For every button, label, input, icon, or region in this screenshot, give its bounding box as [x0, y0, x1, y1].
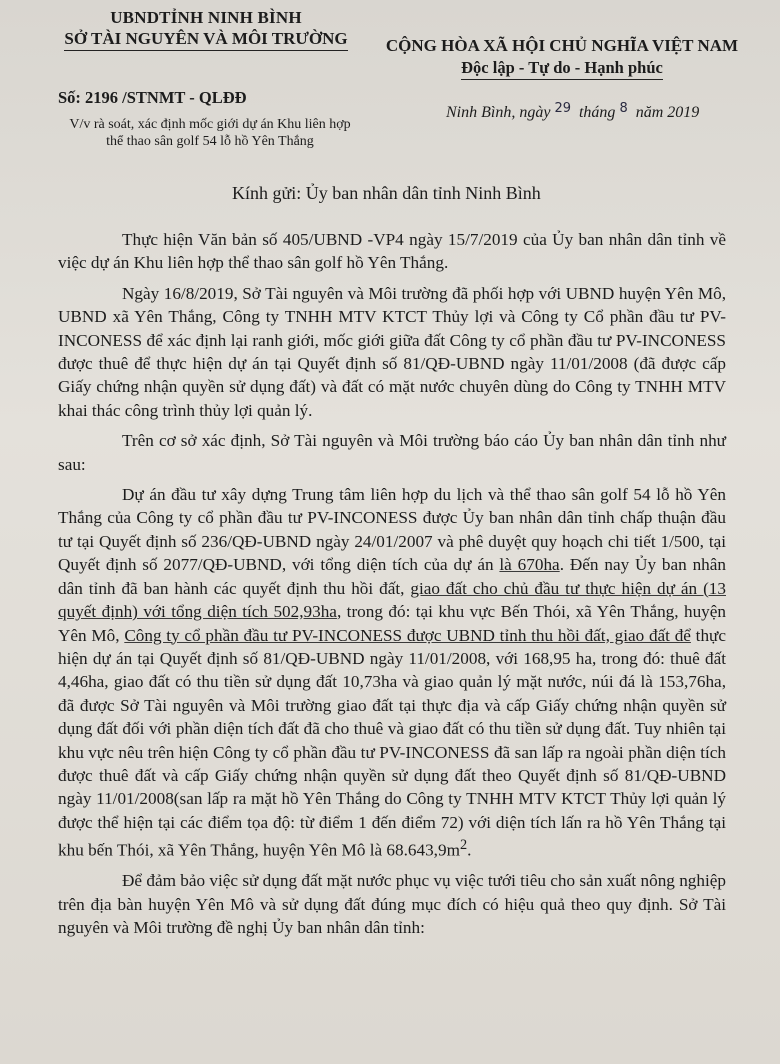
underlined-area-670ha: là 670ha [499, 555, 560, 575]
text-segment: . Đến nay Ủy ban nhân dân tỉnh đã ban hành các quyết định thu hồi đất, [58, 555, 726, 598]
superscript-2: 2 [459, 837, 468, 854]
national-header [372, 36, 752, 80]
text-segment: thực hiện dự án tại Quyết định số 81/QĐ-UBND ngày 11/01/2008, với 168,95 ha, trong đó: thuê đất 4,46ha, giao đất có thu tiền sử dụng đất 10,73ha và giao quản lý mặt nước, núi đá là 153,76ha, đã được Sở Tài nguyên và Môi trường giao đất tại thực địa và cấp Giấy chứng nhận quyền sử dụng đất đối với phần diện tích đất đã cho thuê và giao đất có thu tiền sử dụng đất. Tuy nhiên tại khu vực nêu trên hiện Công ty cổ phần đầu tư PV-INCONESS đã san lấp ra ngoài phần diện tích được thuê đất và cấp Giấy chứng nhận quyền sử dụng đất theo Quyết định số 81/QĐ-UBND ngày 11/01/2008(san lấp ra mặt hồ Yên Thắng do Công ty TNHH MTV KTCT Thủy lợi quản lý được thể hiện tại các điểm tọa độ: từ điểm 1 đến điểm 72) với diện tích lấn ra hồ Yên Thắng tại khu bến Thói, xã Yên Thắng, huyện Yên Mô là 68.643,9m [58, 625, 726, 860]
place-and-date [446, 101, 700, 122]
handwritten-day: 29 [554, 101, 571, 116]
handwritten-month: 8 [619, 101, 628, 116]
month-label: tháng [578, 104, 616, 121]
underlined-company: Công ty cổ phần đầu tư PV-INCONESS được UBND tỉnh thu hồi đất, giao đất để [124, 625, 691, 645]
place: Ninh Bình, ngày [446, 104, 551, 121]
paragraph-report-intro: Trên cơ sở xác định, Sở Tài nguyên và Môi trường báo cáo Ủy ban nhân dân tỉnh như sau: [58, 431, 726, 474]
paragraph-proposal: Để đảm bảo việc sử dụng đất mặt nước phục vụ việc tưới tiêu cho sản xuất nông nghiệp trên địa bàn huyện Yên Mô và sử dụng đất đúng mục đích có hiệu quả theo quy định. Sở Tài nguyên và Môi trường đề nghị Ủy ban nhân dân tỉnh: [58, 871, 726, 938]
subject-line-1: V/v rà soát, xác định mốc giới dự án Khu liên hợp [69, 117, 351, 132]
text-segment: , trong đó: tại khu vực Bến Thói, xã Yên Thắng, huyện Yên Mô, [58, 602, 726, 645]
document-subject [30, 116, 390, 150]
document-number: Số: 2196 /STNMT - QLĐĐ [58, 88, 247, 107]
underlined-allocation: giao đất cho chủ đầu tư thực hiện dự án (13 quyết định) với tổng diện tích 502,93ha [58, 578, 726, 622]
national-motto: Độc lập - Tự do - Hạnh phúc [461, 58, 663, 80]
paragraph-reference: Thực hiện Văn bản số 405/UBND -VP4 ngày 15/7/2019 của Ủy ban nhân dân tỉnh về việc dự án Khu liên hợp thể thao sân golf hồ Yên Thắng. [58, 230, 726, 273]
province-committee: UBNDTỈNH NINH BÌNH [110, 8, 302, 27]
issuing-authority [46, 8, 366, 51]
document-body [58, 228, 726, 947]
department-name: SỞ TÀI NGUYÊN VÀ MÔI TRƯỜNG [64, 29, 347, 51]
paragraph-project-details [58, 483, 726, 862]
recipient-line: Kính gửi: Ủy ban nhân dân tỉnh Ninh Bình [232, 183, 541, 203]
country-name: CỘNG HÒA XÃ HỘI CHỦ NGHĨA VIỆT NAM [385, 36, 739, 55]
year-label: năm 2019 [635, 104, 700, 121]
paragraph-coordination: Ngày 16/8/2019, Sở Tài nguyên và Môi trường đã phối hợp với UBND huyện Yên Mô, UBND xã Yên Thắng, Công ty TNHH MTV KTCT Thủy lợi và Công ty Cổ phần đầu tư PV-INCONESS để xác định lại ranh giới, mốc giới giữa đất Công ty cổ phần đầu tư PV-INCONESS được thuê để thực hiện dự án tại Quyết định số 81/QĐ-UBND ngày 11/01/2008 (đã được cấp Giấy chứng nhận quyền sử dụng đất) và đất có mặt nước chuyên dùng do Công ty TNHH MTV khai thác công trình thủy lợi quản lý. [58, 283, 726, 420]
text-segment: . [467, 840, 472, 860]
text-segment: Dự án đầu tư xây dựng Trung tâm liên hợp du lịch và thể thao sân golf 54 lỗ hồ Yên Thắng của Công ty cổ phần đầu tư PV-INCONESS được Ủy ban nhân dân tỉnh chấp thuận đầu tư tại Quyết định số 236/QĐ-UBND ngày 24/01/2007 và phê duyệt quy hoạch chi tiết 1/500, tại Quyết định số 2077/QĐ-UBND, với tổng diện tích của dự án [58, 485, 726, 575]
subject-line-2: thể thao sân golf 54 lỗ hồ Yên Thắng [106, 134, 314, 149]
